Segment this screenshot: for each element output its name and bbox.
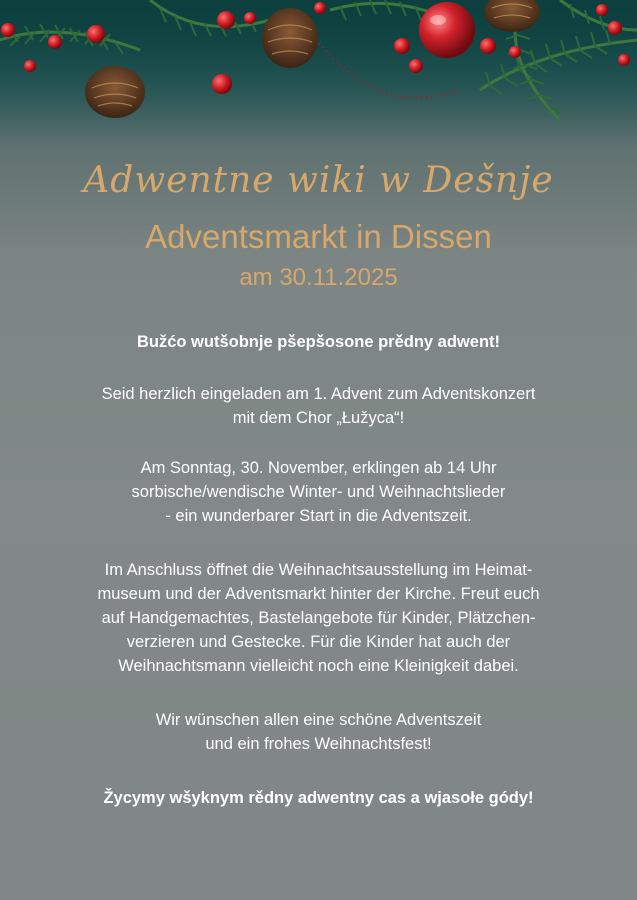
closing-line: Žycymy wšyknym rědny adwentny cas a wjasołe gódy! <box>103 789 534 807</box>
greeting-line: Bužćo wutšobnje pšepšosone prědny adwent! <box>136 333 501 351</box>
invite-paragraph: Seid herzlich eingeladen am 1. Advent zum Adventskonzert mit dem Chor „Łužyca“! <box>101 385 536 427</box>
event-date: am 30.11.2025 <box>239 264 398 291</box>
wishes-paragraph: Wir wünschen allen eine schöne Adventszeit und ein frohes Weihnachtsfest! <box>155 711 482 753</box>
market-paragraph: Im Anschluss öffnet die Weihnachtsausstellung im Heimat- museum und der Adventsmarkt hinter der Kirche. Freut euch auf Handgemachtes, Bastelangebote für Kinder, Plätzchen- verzieren und Gestecke. Für die Kinder hat auch der Weihnachtsmann vielleicht noch eine Kleinigkeit dabei. <box>97 561 540 675</box>
concert-paragraph: Am Sonntag, 30. November, erklingen ab 14 Uhr sorbische/wendische Winter- und Weihnachtslieder - ein wunderbarer Start in die Adventszeit. <box>131 459 506 525</box>
title-german: Adventsmarkt in Dissen <box>145 218 492 255</box>
title-sorbian: Adwentne wiki w Dešnje <box>83 160 554 201</box>
